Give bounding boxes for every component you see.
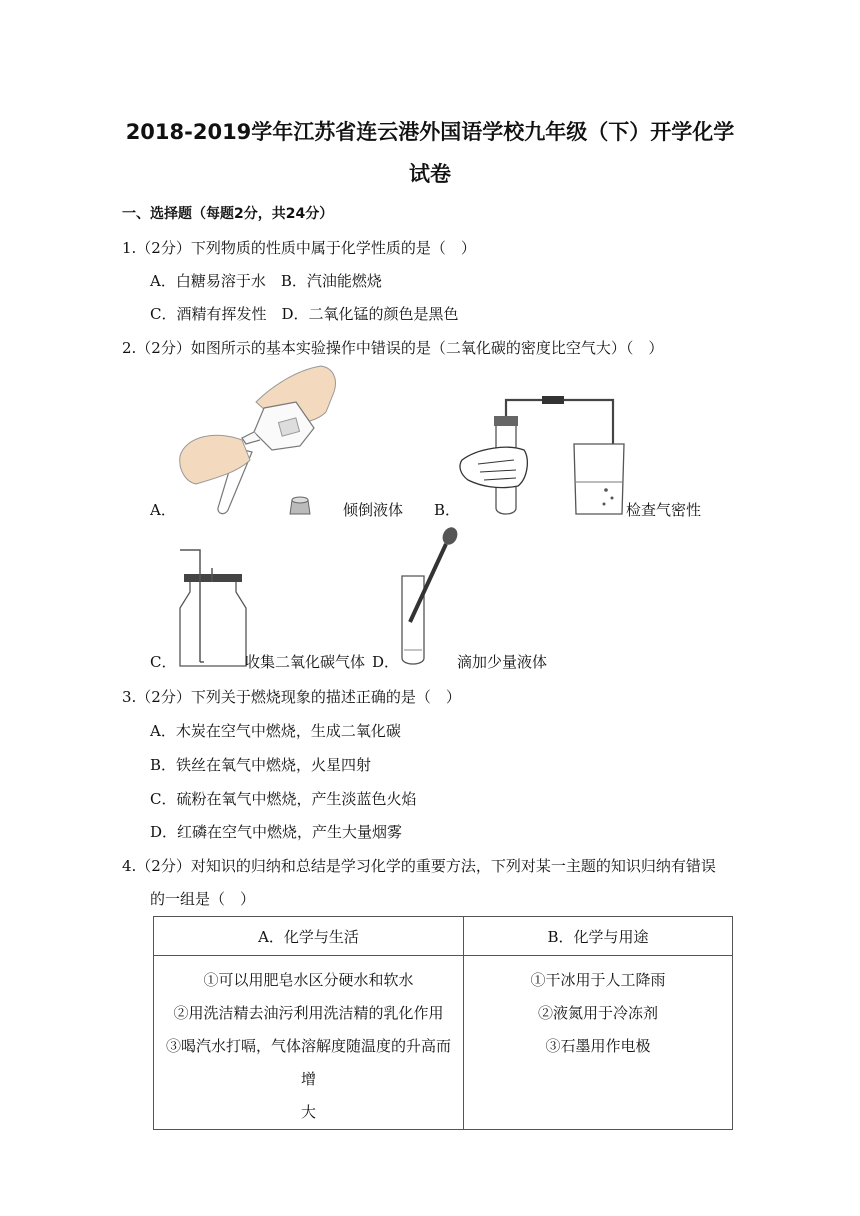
q2-option-a-letter: A． — [150, 501, 176, 519]
q2-stem: 2.（2分）如图所示的基本实验操作中错误的是（二氧化碳的密度比空气大）（ ） — [122, 339, 664, 357]
q2-option-a-caption: 倾倒液体 — [343, 501, 404, 519]
q4-a-item-2: ②用洗洁精去油污利用洗洁精的乳化作用 — [173, 1004, 444, 1022]
collect-co2-figure — [172, 548, 254, 670]
section-header: 一、选择题（每题2分，共24分） — [122, 206, 334, 222]
check-airtightness-figure — [458, 386, 628, 518]
q4-b-item-1: ①干冰用于人工降雨 — [530, 971, 666, 989]
q4-b-item-2: ②液氮用于冷冻剂 — [537, 1004, 658, 1022]
q3-option-d: D．红磷在空气中燃烧，产生大量烟雾 — [150, 823, 403, 841]
q4-a-item-3-cont: 大 — [300, 1103, 316, 1121]
q2-option-c-letter: C． — [150, 653, 177, 671]
q4-b-item-3: ③石墨用作电极 — [545, 1037, 651, 1055]
q3-option-b: B．铁丝在氧气中燃烧，火星四射 — [150, 756, 372, 774]
q2-option-b-letter: B． — [434, 501, 461, 519]
q2-option-b-caption: 检查气密性 — [626, 501, 702, 519]
q1-options-cd: C．酒精有挥发性 D．二氧化锰的颜色是黑色 — [150, 305, 459, 323]
exam-title-line1: 2018-2019学年江苏省连云港外国语学校九年级（下）开学化学 — [125, 120, 735, 144]
q3-option-a: A．木炭在空气中燃烧，生成二氧化碳 — [150, 722, 401, 740]
q1-options-ab: A．白糖易溶于水 B．汽油能燃烧 — [150, 272, 382, 290]
pouring-liquid-figure — [176, 362, 356, 522]
q4-col-b-cell — [464, 956, 733, 1130]
q4-stem-line2: 的一组是（ ） — [150, 890, 256, 908]
q3-option-c: C．硫粉在氧气中燃烧，产生淡蓝色火焰 — [150, 790, 417, 808]
q4-col-a-cell — [154, 956, 464, 1130]
q2-option-d-letter: D． — [372, 653, 400, 671]
q2-option-c-caption: 收集二氧化碳气体 — [245, 653, 366, 671]
q1-stem: 1.（2分）下列物质的性质中属于化学性质的是（ ） — [122, 239, 476, 257]
q3-stem: 3.（2分）下列关于燃烧现象的描述正确的是（ ） — [122, 688, 461, 706]
dropper-figure — [396, 526, 466, 668]
q4-col-b-header: B．化学与用途 — [464, 917, 733, 956]
q4-knowledge-table — [153, 916, 733, 1130]
q4-a-item-1: ①可以用肥皂水区分硬水和软水 — [203, 971, 414, 989]
q4-stem-line1: 4.（2分）对知识的归纳和总结是学习化学的重要方法，下列对某一主题的知识归纳有错误 — [122, 857, 716, 875]
q4-a-item-3: ③喝汽水打嗝，气体溶解度随温度的升高而增 — [165, 1037, 451, 1088]
q4-col-a-header: A．化学与生活 — [154, 917, 464, 956]
q2-option-d-caption: 滴加少量液体 — [457, 653, 548, 671]
exam-title-line2: 试卷 — [409, 162, 451, 186]
